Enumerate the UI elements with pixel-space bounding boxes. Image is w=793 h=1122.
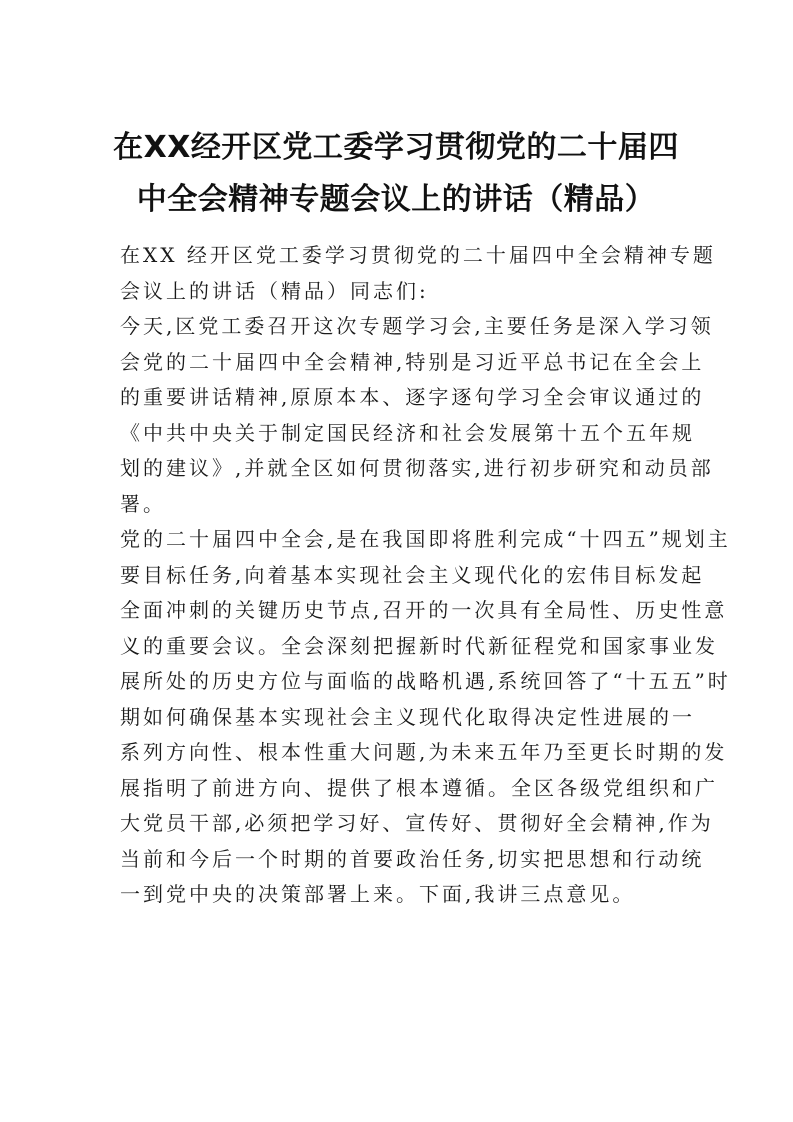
title-line-2: 中全会精神专题会议上的讲话（精品） xyxy=(136,182,656,217)
body-line: 当前和今后一个时期的首要政治任务,切实把思想和行动统 xyxy=(120,846,705,871)
body-line: 一到党中央的决策部署上来。下面,我讲三点意见。 xyxy=(120,882,636,906)
body-line: 《中共中央关于制定国民经济和社会发展第十五个五年规 xyxy=(120,420,695,445)
body-line: 署。 xyxy=(120,491,166,516)
body-line: 今天,区党工委召开这次专题学习会,主要任务是深入学习领 xyxy=(120,314,714,338)
body-line: 义的重要会议。全会深刻把握新时代新征程党和国家事业发 xyxy=(120,633,718,658)
body-line: 全面冲刺的关键历史节点,召开的一次具有全局性、历史性意 xyxy=(120,598,728,622)
body-line: 在XX 经开区党工委学习贯彻党的二十届四中全会精神专题 xyxy=(120,243,716,267)
body-line: 划的建议》,并就全区如何贯彻落实,进行初步研究和动员部 xyxy=(120,456,714,480)
body-line: 期如何确保基本实现社会主义现代化取得决定性进展的一 xyxy=(120,704,695,729)
body-line: 大党员干部,必须把学习好、宣传好、贯彻好全会精神,作为 xyxy=(120,811,714,835)
body-line: 的重要讲话精神,原原本本、逐字逐句学习全会审议通过的 xyxy=(120,385,705,409)
body-line: 展所处的历史方位与面临的战略机遇,系统回答了“十五五”时 xyxy=(120,669,731,693)
body-line: 要目标任务,向着基本实现社会主义现代化的宏伟目标发起 xyxy=(120,562,705,587)
body-line: 系列方向性、根本性重大问题,为未来五年乃至更长时期的发 xyxy=(120,740,728,764)
body-line: 会党的二十届四中全会精神,特别是习近平总书记在全会上 xyxy=(120,349,705,374)
body-line: 党的二十届四中全会,是在我国即将胜利完成“十四五”规划主 xyxy=(120,527,731,551)
title-line-1: 在XX经开区党工委学习贯彻党的二十届四 xyxy=(113,130,679,165)
document-body xyxy=(120,238,731,913)
body-line: 会议上的讲话（精品）同志们: xyxy=(120,278,429,303)
body-line: 展指明了前进方向、提供了根本遵循。全区各级党组织和广 xyxy=(120,775,718,800)
document-title xyxy=(96,122,696,226)
